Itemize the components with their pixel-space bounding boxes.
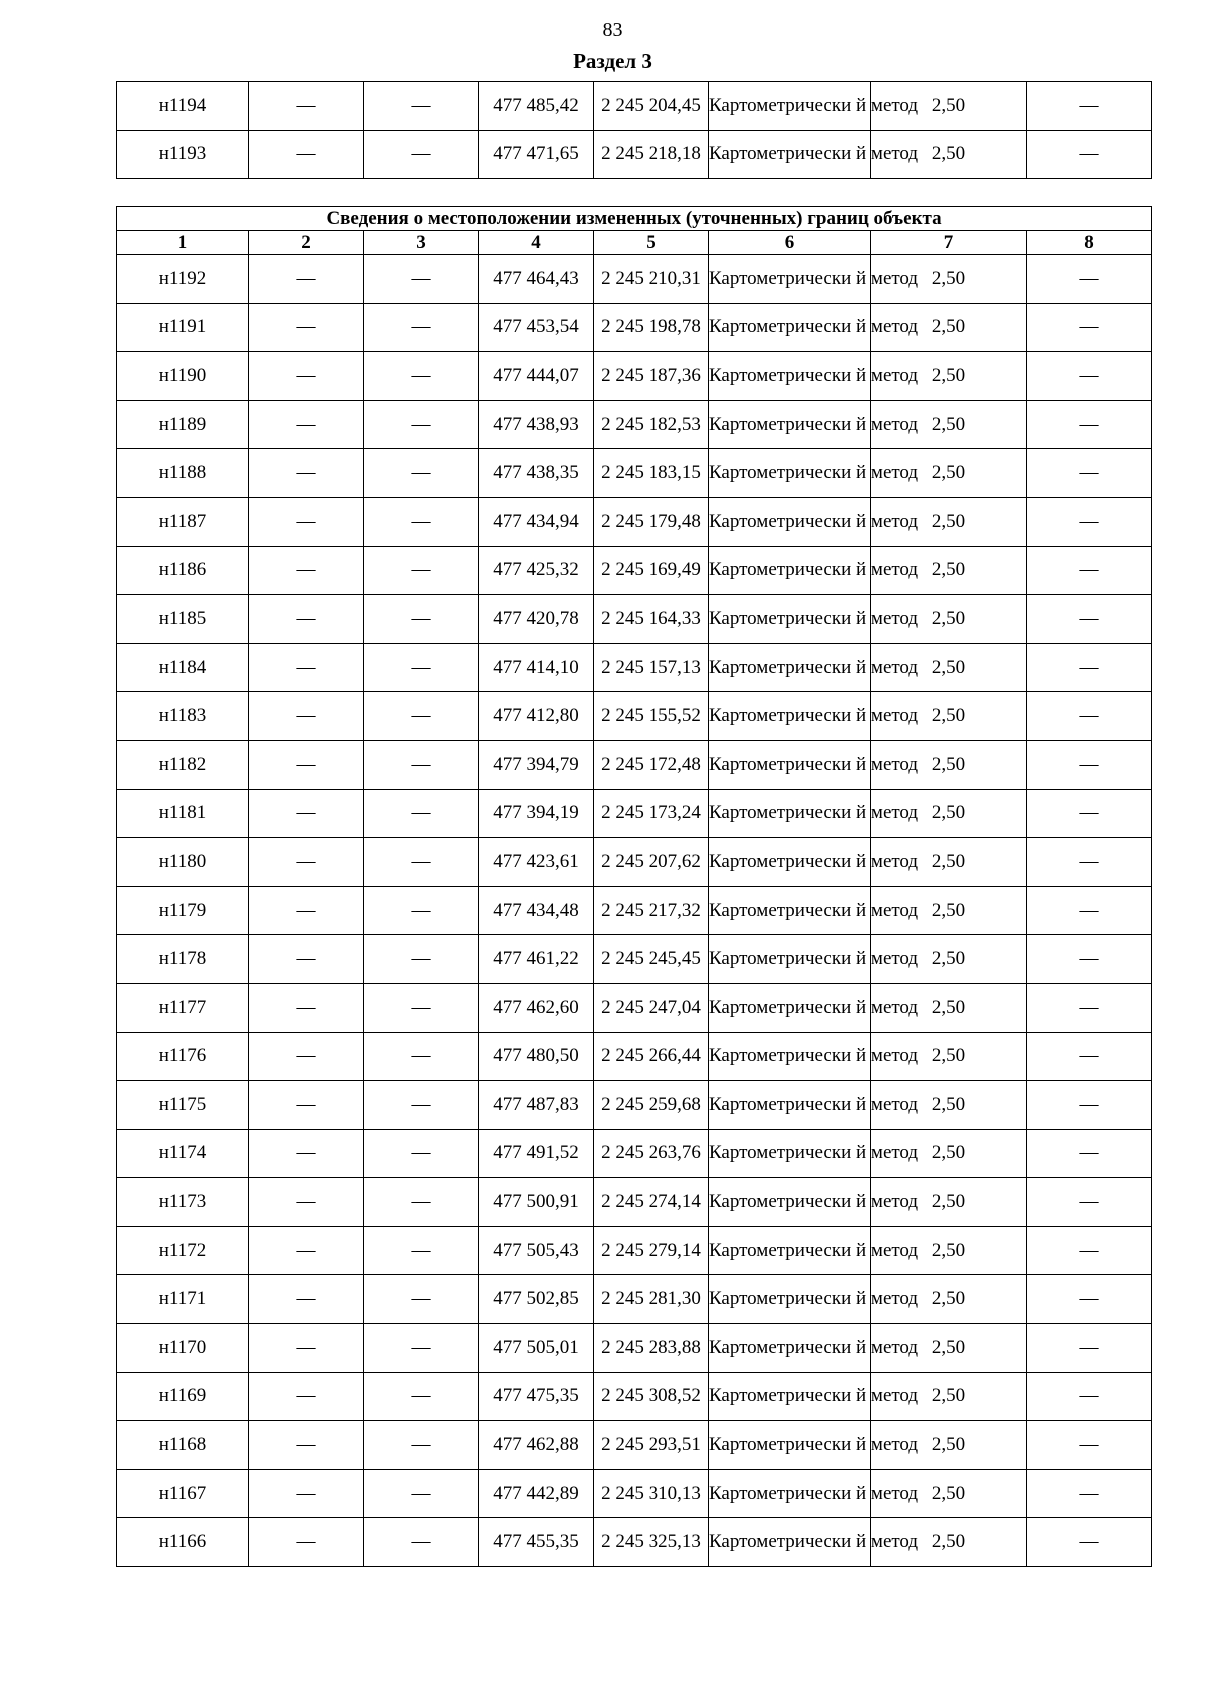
col-8-cell: — [1027,400,1152,449]
coord-x-cell: 477 442,89 [479,1469,594,1518]
col-2-cell: — [249,692,364,741]
col-3-cell: — [364,692,479,741]
col-2-cell: — [249,1469,364,1518]
accuracy-cell: 2,50 [871,983,1027,1032]
table-row [117,449,1152,498]
col-2-cell: — [249,130,364,179]
col-2-cell: — [249,1032,364,1081]
col-3-cell: — [364,838,479,887]
accuracy-cell: 2,50 [871,1032,1027,1081]
coord-y-cell: 2 245 274,14 [594,1178,709,1227]
accuracy-cell: 2,50 [871,130,1027,179]
point-name-cell: н1194 [117,82,249,131]
coord-y-cell: 2 245 183,15 [594,449,709,498]
col-3-cell: — [364,935,479,984]
col-2-cell: — [249,935,364,984]
method-cell: Картометрически й метод [709,1372,871,1421]
point-name-cell: н1172 [117,1226,249,1275]
coord-y-cell: 2 245 172,48 [594,740,709,789]
col-3-cell: — [364,82,479,131]
table-row [117,1275,1152,1324]
col-2-cell: — [249,546,364,595]
point-name-cell: н1192 [117,255,249,304]
col-2-cell: — [249,886,364,935]
coord-y-cell: 2 245 179,48 [594,497,709,546]
col-3-cell: — [364,1518,479,1567]
method-cell: Картометрически й метод [709,82,871,131]
accuracy-cell: 2,50 [871,1518,1027,1567]
col-3-cell: — [364,546,479,595]
table-row [117,692,1152,741]
column-number: 6 [709,231,871,255]
coord-y-cell: 2 245 245,45 [594,935,709,984]
col-8-cell: — [1027,1178,1152,1227]
coord-x-cell: 477 471,65 [479,130,594,179]
coord-x-cell: 477 434,48 [479,886,594,935]
col-8-cell: — [1027,1518,1152,1567]
col-2-cell: — [249,255,364,304]
col-3-cell: — [364,352,479,401]
col-2-cell: — [249,1178,364,1227]
column-number: 3 [364,231,479,255]
point-name-cell: н1169 [117,1372,249,1421]
coord-y-cell: 2 245 217,32 [594,886,709,935]
table-row [117,838,1152,887]
coord-y-cell: 2 245 308,52 [594,1372,709,1421]
method-cell: Картометрически й метод [709,1032,871,1081]
accuracy-cell: 2,50 [871,1081,1027,1130]
method-cell: Картометрически й метод [709,1178,871,1227]
method-cell: Картометрически й метод [709,303,871,352]
col-8-cell: — [1027,643,1152,692]
coord-y-cell: 2 245 210,31 [594,255,709,304]
coord-y-cell: 2 245 325,13 [594,1518,709,1567]
table-caption-row [117,207,1152,231]
accuracy-cell: 2,50 [871,546,1027,595]
accuracy-cell: 2,50 [871,886,1027,935]
table-caption: Сведения о местоположении измененных (уточненных) границ объекта [117,207,1152,231]
table-row [117,1129,1152,1178]
col-3-cell: — [364,1226,479,1275]
column-number: 1 [117,231,249,255]
table-row [117,1178,1152,1227]
boundary-points-table-continued [116,81,1152,179]
col-3-cell: — [364,1032,479,1081]
method-cell: Картометрически й метод [709,643,871,692]
coord-y-cell: 2 245 157,13 [594,643,709,692]
accuracy-cell: 2,50 [871,497,1027,546]
point-name-cell: н1173 [117,1178,249,1227]
col-8-cell: — [1027,130,1152,179]
table-row [117,130,1152,179]
col-8-cell: — [1027,1032,1152,1081]
col-8-cell: — [1027,1372,1152,1421]
coord-y-cell: 2 245 164,33 [594,595,709,644]
coord-x-cell: 477 394,19 [479,789,594,838]
point-name-cell: н1174 [117,1129,249,1178]
method-cell: Картометрически й метод [709,1081,871,1130]
boundary-points-table [116,206,1152,1567]
coord-x-cell: 477 480,50 [479,1032,594,1081]
coord-y-cell: 2 245 310,13 [594,1469,709,1518]
col-3-cell: — [364,400,479,449]
col-3-cell: — [364,643,479,692]
column-number: 7 [871,231,1027,255]
table-row [117,1372,1152,1421]
col-3-cell: — [364,983,479,1032]
col-3-cell: — [364,1469,479,1518]
column-number: 5 [594,231,709,255]
method-cell: Картометрически й метод [709,935,871,984]
point-name-cell: н1180 [117,838,249,887]
table-row [117,1081,1152,1130]
method-cell: Картометрически й метод [709,352,871,401]
col-2-cell: — [249,838,364,887]
coord-x-cell: 477 462,88 [479,1421,594,1470]
table-row [117,886,1152,935]
col-3-cell: — [364,1421,479,1470]
point-name-cell: н1177 [117,983,249,1032]
accuracy-cell: 2,50 [871,1469,1027,1518]
accuracy-cell: 2,50 [871,643,1027,692]
method-cell: Картометрически й метод [709,838,871,887]
col-3-cell: — [364,1275,479,1324]
table-row [117,1469,1152,1518]
col-8-cell: — [1027,740,1152,789]
col-2-cell: — [249,740,364,789]
col-2-cell: — [249,82,364,131]
coord-y-cell: 2 245 283,88 [594,1324,709,1373]
point-name-cell: н1191 [117,303,249,352]
col-3-cell: — [364,255,479,304]
coord-y-cell: 2 245 279,14 [594,1226,709,1275]
coord-y-cell: 2 245 207,62 [594,838,709,887]
point-name-cell: н1175 [117,1081,249,1130]
table-row [117,983,1152,1032]
coord-x-cell: 477 412,80 [479,692,594,741]
point-name-cell: н1171 [117,1275,249,1324]
table-row [117,595,1152,644]
method-cell: Картометрически й метод [709,789,871,838]
method-cell: Картометрически й метод [709,546,871,595]
col-8-cell: — [1027,546,1152,595]
col-2-cell: — [249,595,364,644]
col-2-cell: — [249,1275,364,1324]
col-2-cell: — [249,789,364,838]
method-cell: Картометрически й метод [709,983,871,1032]
method-cell: Картометрически й метод [709,400,871,449]
accuracy-cell: 2,50 [871,838,1027,887]
table-row [117,740,1152,789]
col-3-cell: — [364,303,479,352]
table-row [117,82,1152,131]
coord-x-cell: 477 462,60 [479,983,594,1032]
accuracy-cell: 2,50 [871,935,1027,984]
col-2-cell: — [249,449,364,498]
coord-x-cell: 477 475,35 [479,1372,594,1421]
point-name-cell: н1170 [117,1324,249,1373]
method-cell: Картометрически й метод [709,1226,871,1275]
accuracy-cell: 2,50 [871,1178,1027,1227]
coord-y-cell: 2 245 155,52 [594,692,709,741]
col-2-cell: — [249,1226,364,1275]
col-2-cell: — [249,1372,364,1421]
method-cell: Картометрически й метод [709,1421,871,1470]
col-3-cell: — [364,497,479,546]
point-name-cell: н1193 [117,130,249,179]
table-row [117,497,1152,546]
col-2-cell: — [249,352,364,401]
col-8-cell: — [1027,1226,1152,1275]
table-row [117,1421,1152,1470]
coord-x-cell: 477 420,78 [479,595,594,644]
method-cell: Картометрически й метод [709,595,871,644]
point-name-cell: н1189 [117,400,249,449]
coord-x-cell: 477 461,22 [479,935,594,984]
col-8-cell: — [1027,789,1152,838]
col-3-cell: — [364,1178,479,1227]
accuracy-cell: 2,50 [871,449,1027,498]
coord-x-cell: 477 500,91 [479,1178,594,1227]
col-8-cell: — [1027,886,1152,935]
table-row [117,1032,1152,1081]
col-3-cell: — [364,130,479,179]
coord-y-cell: 2 245 169,49 [594,546,709,595]
point-name-cell: н1182 [117,740,249,789]
table-row [117,546,1152,595]
col-8-cell: — [1027,1421,1152,1470]
method-cell: Картометрически й метод [709,1324,871,1373]
point-name-cell: н1176 [117,1032,249,1081]
accuracy-cell: 2,50 [871,1421,1027,1470]
col-2-cell: — [249,1421,364,1470]
col-8-cell: — [1027,1275,1152,1324]
col-8-cell: — [1027,303,1152,352]
col-8-cell: — [1027,1081,1152,1130]
col-2-cell: — [249,303,364,352]
coord-y-cell: 2 245 173,24 [594,789,709,838]
accuracy-cell: 2,50 [871,1226,1027,1275]
col-8-cell: — [1027,692,1152,741]
column-number: 4 [479,231,594,255]
coord-x-cell: 477 505,43 [479,1226,594,1275]
coord-y-cell: 2 245 263,76 [594,1129,709,1178]
point-name-cell: н1190 [117,352,249,401]
method-cell: Картометрически й метод [709,886,871,935]
table-row [117,789,1152,838]
col-3-cell: — [364,1372,479,1421]
coord-y-cell: 2 245 259,68 [594,1081,709,1130]
accuracy-cell: 2,50 [871,400,1027,449]
coord-x-cell: 477 444,07 [479,352,594,401]
coord-x-cell: 477 438,93 [479,400,594,449]
point-name-cell: н1179 [117,886,249,935]
accuracy-cell: 2,50 [871,352,1027,401]
table-row [117,1518,1152,1567]
col-8-cell: — [1027,983,1152,1032]
col-2-cell: — [249,400,364,449]
accuracy-cell: 2,50 [871,789,1027,838]
point-name-cell: н1178 [117,935,249,984]
coord-y-cell: 2 245 281,30 [594,1275,709,1324]
point-name-cell: н1183 [117,692,249,741]
point-name-cell: н1187 [117,497,249,546]
col-8-cell: — [1027,1324,1152,1373]
coord-y-cell: 2 245 198,78 [594,303,709,352]
col-2-cell: — [249,983,364,1032]
col-3-cell: — [364,1324,479,1373]
coord-x-cell: 477 453,54 [479,303,594,352]
table-top-body [117,82,1152,179]
table-row [117,1226,1152,1275]
method-cell: Картометрически й метод [709,255,871,304]
col-3-cell: — [364,595,479,644]
coord-x-cell: 477 487,83 [479,1081,594,1130]
table-row [117,352,1152,401]
method-cell: Картометрически й метод [709,1518,871,1567]
col-8-cell: — [1027,497,1152,546]
point-name-cell: н1167 [117,1469,249,1518]
accuracy-cell: 2,50 [871,1372,1027,1421]
col-8-cell: — [1027,838,1152,887]
coord-y-cell: 2 245 187,36 [594,352,709,401]
coord-y-cell: 2 245 247,04 [594,983,709,1032]
coord-y-cell: 2 245 204,45 [594,82,709,131]
accuracy-cell: 2,50 [871,692,1027,741]
col-3-cell: — [364,886,479,935]
column-number: 8 [1027,231,1152,255]
accuracy-cell: 2,50 [871,1129,1027,1178]
table-row [117,303,1152,352]
col-3-cell: — [364,789,479,838]
coord-x-cell: 477 414,10 [479,643,594,692]
accuracy-cell: 2,50 [871,1275,1027,1324]
coord-y-cell: 2 245 266,44 [594,1032,709,1081]
col-3-cell: — [364,1129,479,1178]
col-8-cell: — [1027,255,1152,304]
table-row [117,643,1152,692]
col-2-cell: — [249,497,364,546]
method-cell: Картометрически й метод [709,130,871,179]
point-name-cell: н1188 [117,449,249,498]
coord-x-cell: 477 502,85 [479,1275,594,1324]
table-row [117,400,1152,449]
col-2-cell: — [249,1129,364,1178]
method-cell: Картометрически й метод [709,740,871,789]
coord-x-cell: 477 455,35 [479,1518,594,1567]
coord-y-cell: 2 245 293,51 [594,1421,709,1470]
point-name-cell: н1168 [117,1421,249,1470]
col-8-cell: — [1027,449,1152,498]
column-number: 2 [249,231,364,255]
section-title: Раздел 3 [573,49,652,73]
col-2-cell: — [249,643,364,692]
coord-x-cell: 477 394,79 [479,740,594,789]
coord-x-cell: 477 434,94 [479,497,594,546]
accuracy-cell: 2,50 [871,740,1027,789]
accuracy-cell: 2,50 [871,595,1027,644]
col-3-cell: — [364,1081,479,1130]
point-name-cell: н1181 [117,789,249,838]
col-8-cell: — [1027,935,1152,984]
col-8-cell: — [1027,595,1152,644]
coord-x-cell: 477 425,32 [479,546,594,595]
method-cell: Картометрически й метод [709,1469,871,1518]
table-row [117,935,1152,984]
point-name-cell: н1184 [117,643,249,692]
point-name-cell: н1185 [117,595,249,644]
method-cell: Картометрически й метод [709,449,871,498]
col-8-cell: — [1027,1469,1152,1518]
method-cell: Картометрически й метод [709,1129,871,1178]
col-2-cell: — [249,1518,364,1567]
column-numbers-row [117,231,1152,255]
col-2-cell: — [249,1081,364,1130]
accuracy-cell: 2,50 [871,303,1027,352]
method-cell: Картометрически й метод [709,692,871,741]
col-3-cell: — [364,740,479,789]
col-8-cell: — [1027,1129,1152,1178]
page-number: 83 [602,19,623,41]
coord-x-cell: 477 423,61 [479,838,594,887]
col-8-cell: — [1027,82,1152,131]
table-row [117,1324,1152,1373]
accuracy-cell: 2,50 [871,255,1027,304]
table-row [117,255,1152,304]
method-cell: Картометрически й метод [709,497,871,546]
coord-x-cell: 477 464,43 [479,255,594,304]
col-2-cell: — [249,1324,364,1373]
coord-x-cell: 477 438,35 [479,449,594,498]
coord-x-cell: 477 485,42 [479,82,594,131]
col-3-cell: — [364,449,479,498]
coord-x-cell: 477 491,52 [479,1129,594,1178]
coord-y-cell: 2 245 218,18 [594,130,709,179]
accuracy-cell: 2,50 [871,82,1027,131]
coord-y-cell: 2 245 182,53 [594,400,709,449]
table-main-body [117,207,1152,1567]
point-name-cell: н1186 [117,546,249,595]
coord-x-cell: 477 505,01 [479,1324,594,1373]
point-name-cell: н1166 [117,1518,249,1567]
accuracy-cell: 2,50 [871,1324,1027,1373]
method-cell: Картометрически й метод [709,1275,871,1324]
col-8-cell: — [1027,352,1152,401]
